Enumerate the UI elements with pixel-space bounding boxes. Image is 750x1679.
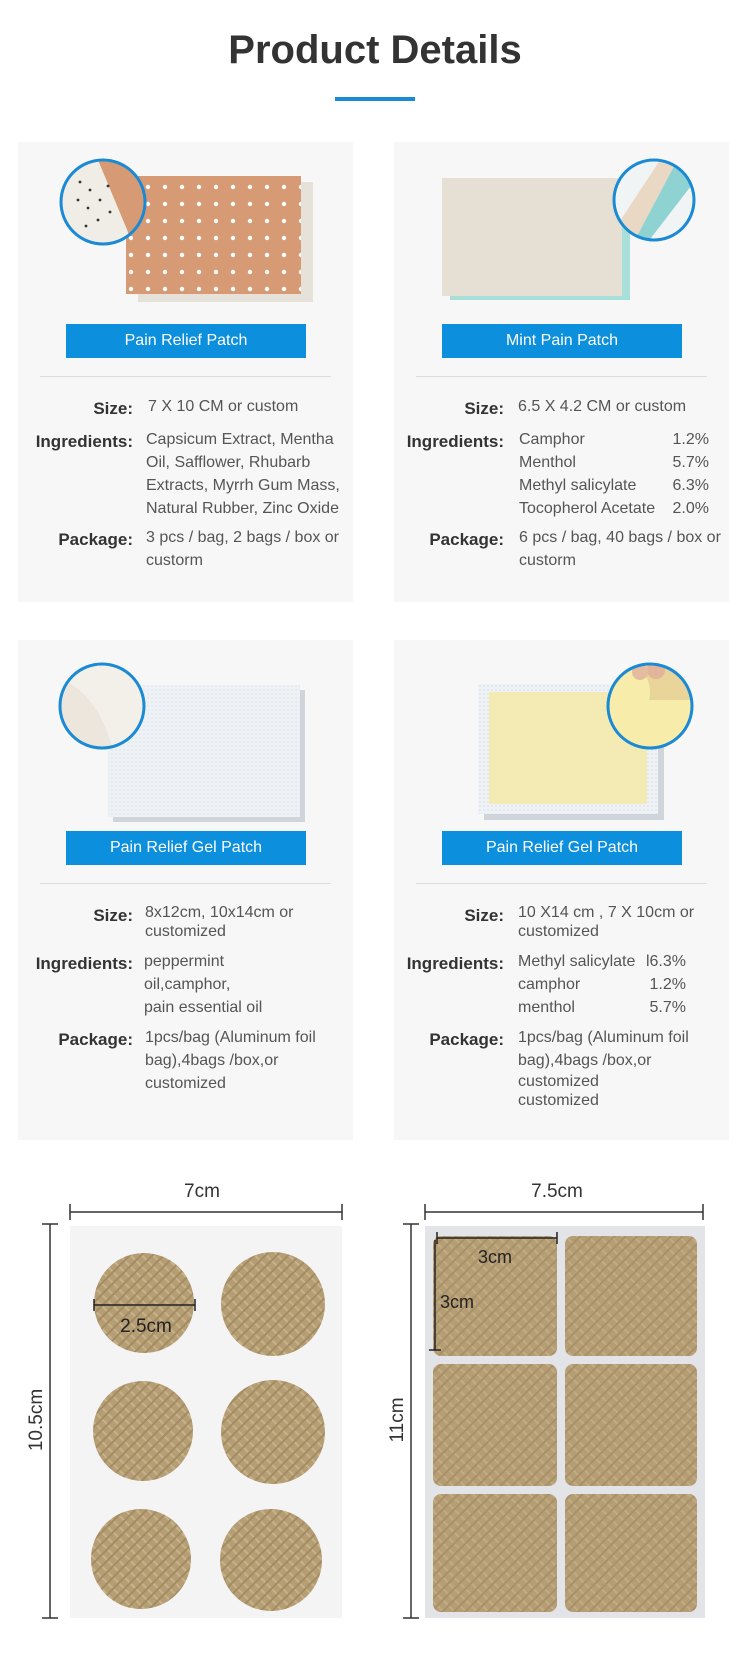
height-label: 10.5cm bbox=[26, 1388, 47, 1452]
mint-pain-patch-image bbox=[394, 142, 729, 317]
ingredient-row: Methyl salicylate l6.3% bbox=[518, 953, 686, 970]
product-card-gel-patch-1 bbox=[18, 640, 353, 1140]
package-value: 6 pcs / bag, 40 bags / box or custorm bbox=[519, 529, 721, 569]
mint-pain-patch-button[interactable]: Mint Pain Patch bbox=[442, 324, 682, 358]
page-title: Product Details bbox=[228, 28, 522, 72]
size-value: 6.5 X 4.2 CM or custom bbox=[518, 398, 687, 415]
width-label: 7cm bbox=[184, 1181, 220, 1202]
package-value: 3 pcs / bag, 2 bags / box or custorm bbox=[146, 529, 340, 569]
ingredient-row: camphor 1.2% bbox=[518, 976, 686, 993]
package-label: Package: bbox=[58, 530, 133, 549]
ingredients-value: peppermint oil,camphor, pain essential oil bbox=[144, 953, 263, 1016]
product-card-mint-pain-patch bbox=[394, 142, 729, 602]
package-label: Package: bbox=[58, 1030, 133, 1049]
package-value: 1pcs/bag (Aluminum foil bag),4bags /box,or customized bbox=[145, 1029, 316, 1092]
ingredient-row: Camphor 1.2% bbox=[519, 431, 709, 448]
pain-relief-patch-image bbox=[18, 142, 353, 317]
round-patch-size-diagram bbox=[0, 1180, 375, 1650]
side-width-label: 3cm bbox=[477, 1247, 513, 1267]
title-underline bbox=[335, 97, 415, 101]
ingredients-value bbox=[518, 950, 686, 1019]
ingredients-label: Ingredients: bbox=[406, 432, 504, 451]
size-value: 8x12cm, 10x14cm or customized bbox=[145, 904, 294, 940]
ingredients-value bbox=[519, 428, 709, 520]
side-height-label: 3cm bbox=[439, 1292, 475, 1312]
gel-patch-yellow-image bbox=[394, 640, 729, 825]
product-card-gel-patch-2 bbox=[394, 640, 729, 1140]
ingredient-row: menthol 5.7% bbox=[518, 999, 686, 1016]
ingredients-label: Ingredients: bbox=[406, 954, 504, 973]
width-label: 7.5cm bbox=[531, 1181, 583, 1202]
ingredients-label: Ingredients: bbox=[35, 954, 133, 973]
package-label: Package: bbox=[429, 530, 504, 549]
diameter-label: 2.5cm bbox=[120, 1316, 172, 1337]
size-label: Size: bbox=[464, 906, 504, 925]
package-label: Package: bbox=[429, 1030, 504, 1049]
pain-relief-patch-button[interactable]: Pain Relief Patch bbox=[66, 324, 306, 358]
pain-relief-gel-patch-button[interactable]: Pain Relief Gel Patch bbox=[66, 831, 306, 865]
size-value: 10 X14 cm , 7 X 10cm or customized bbox=[518, 904, 695, 940]
size-label: Size: bbox=[93, 399, 133, 418]
ingredient-row: Menthol 5.7% bbox=[519, 454, 709, 471]
gel-patch-image bbox=[18, 640, 353, 825]
square-patch-size-diagram bbox=[375, 1180, 750, 1650]
size-label: Size: bbox=[93, 906, 133, 925]
product-card-pain-relief-patch bbox=[18, 142, 353, 602]
divider bbox=[416, 883, 707, 884]
size-label: Size: bbox=[464, 399, 504, 418]
divider bbox=[40, 883, 331, 884]
ingredients-label: Ingredients: bbox=[35, 432, 133, 451]
package-value: 1pcs/bag (Aluminum foil bag),4bags /box,or customized customized bbox=[518, 1029, 689, 1109]
size-value: 7 X 10 CM or custom bbox=[148, 398, 299, 415]
divider bbox=[40, 376, 331, 377]
ingredient-row: Methyl salicylate 6.3% bbox=[519, 477, 709, 494]
ingredient-row: Tocopherol Acetate 2.0% bbox=[519, 500, 709, 517]
pain-relief-gel-patch-button-2[interactable]: Pain Relief Gel Patch bbox=[442, 831, 682, 865]
divider bbox=[416, 376, 707, 377]
ingredients-value: Capsicum Extract, Mentha Oil, Safflower, Rhubarb Extracts, Myrrh Gum Mass, Natural Rubber, Zinc Oxide bbox=[146, 431, 340, 517]
height-label: 11cm bbox=[387, 1397, 408, 1443]
